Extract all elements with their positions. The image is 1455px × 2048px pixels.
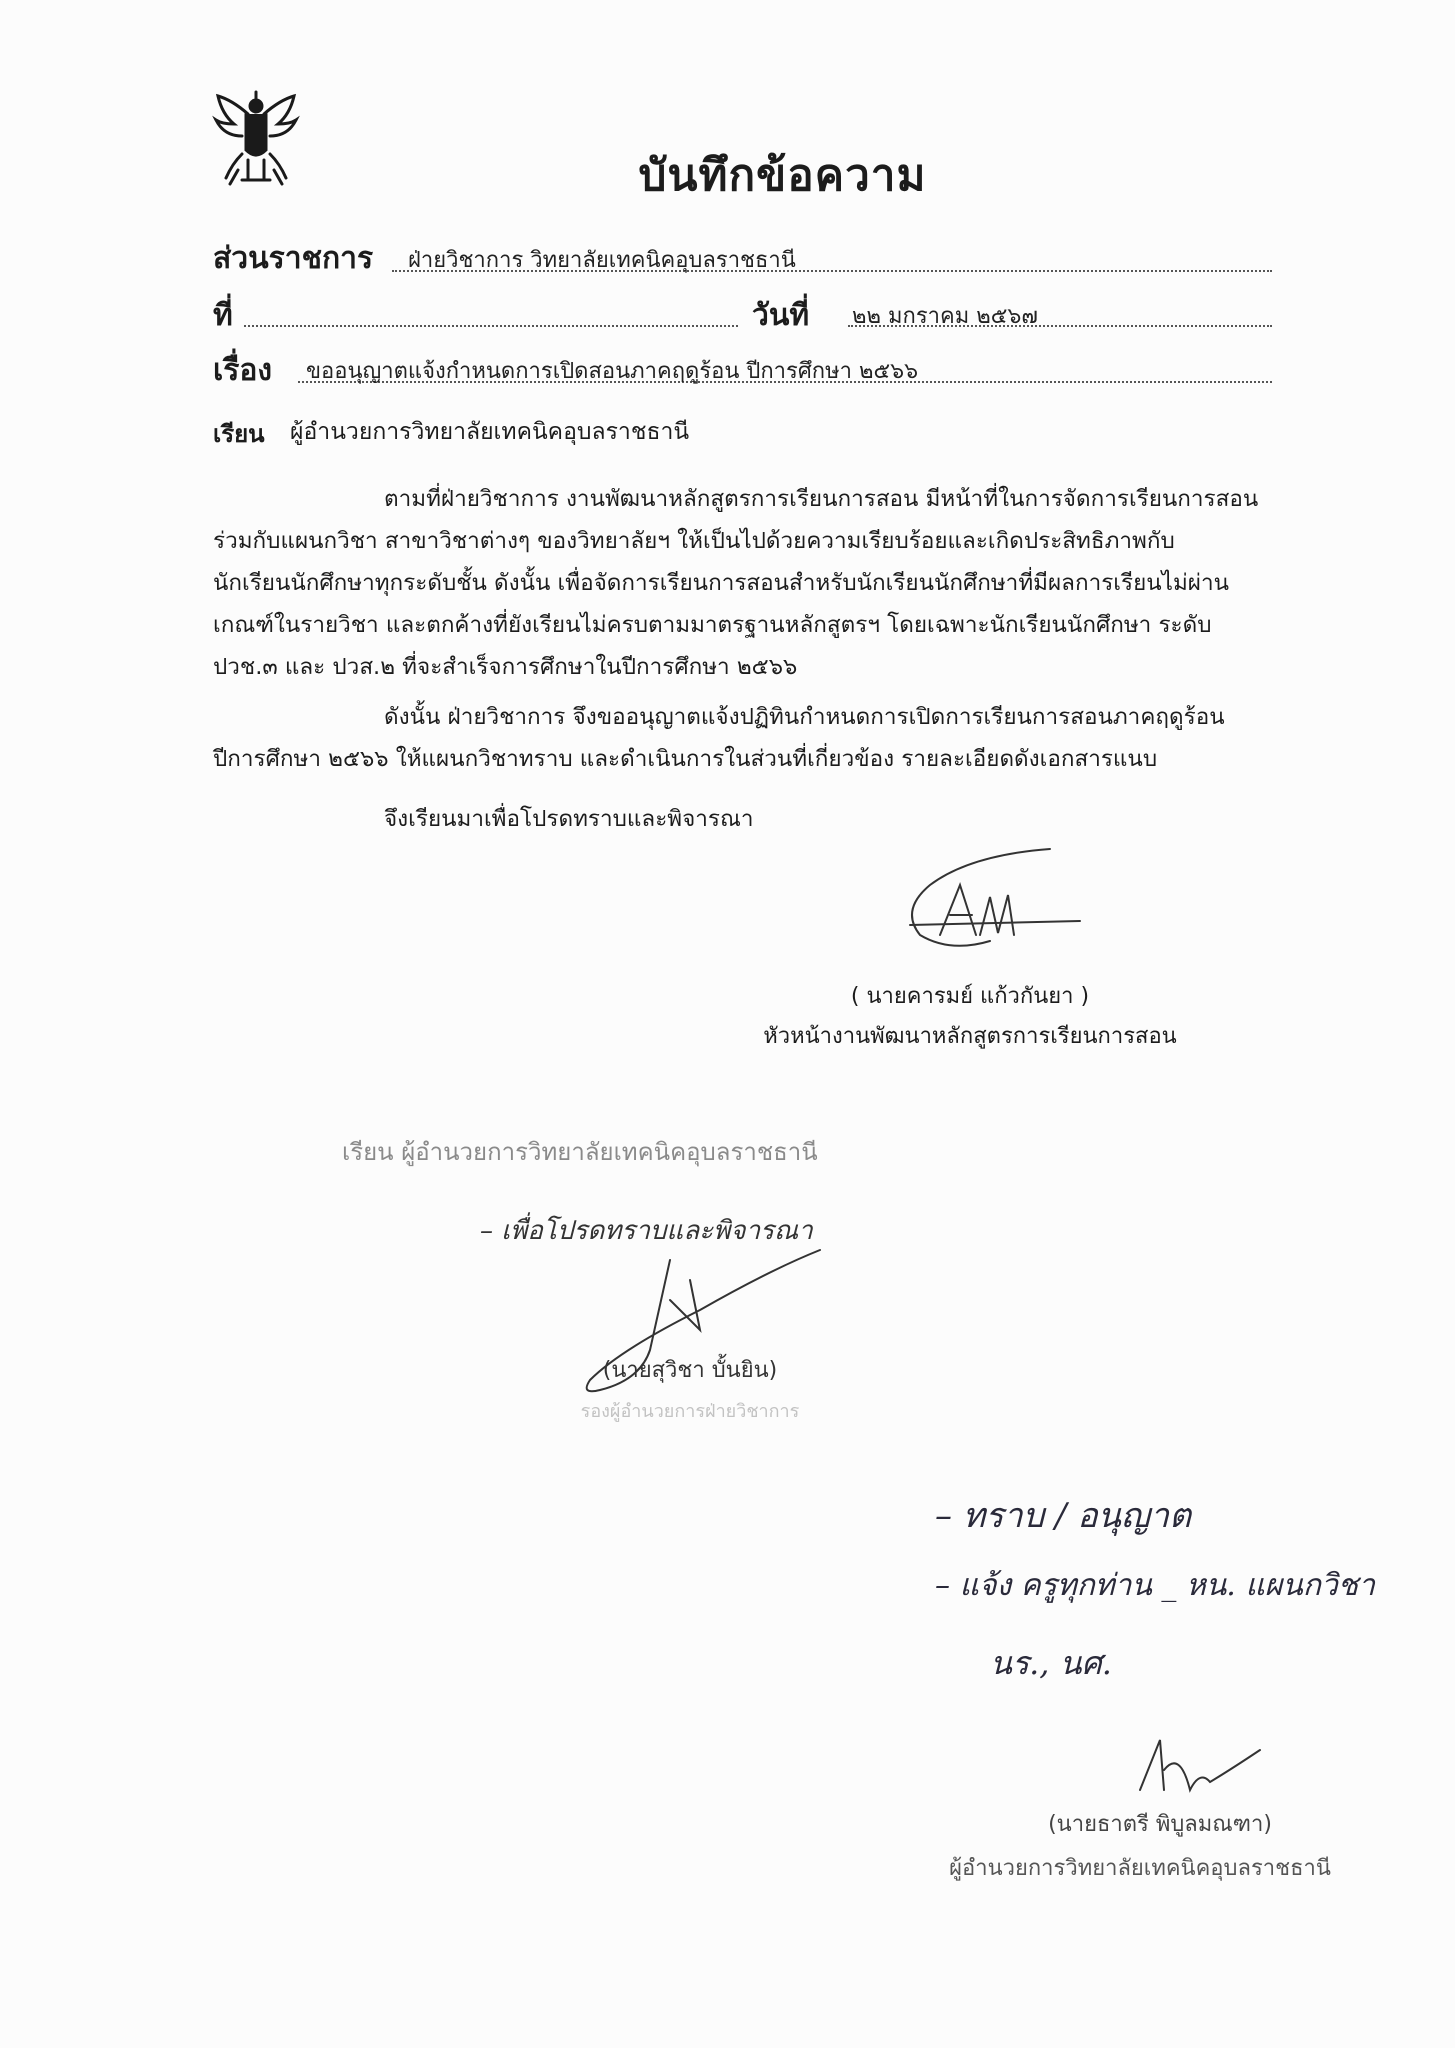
- salutation-label: เรียน: [213, 420, 265, 448]
- body-line: นักเรียนนักศึกษาทุกระดับชั้น ดังนั้น เพื่อจัดการเรียนการสอนสำหรับนักเรียนนักศึกษาที่มีผลการเรียนไม่ผ่าน: [213, 570, 1229, 596]
- signature-1-icon: [880, 845, 1090, 965]
- director-note-2: – แจ้ง ครูทุกท่าน _ หน. แผนกวิชา: [935, 1568, 1375, 1603]
- body-line: ตามที่ฝ่ายวิชาการ งานพัฒนาหลักสูตรการเรียนการสอน มีหน้าที่ในการจัดการเรียนการสอน: [384, 486, 1259, 512]
- director-note-3: นร., นศ.: [990, 1644, 1112, 1682]
- date-value: ๒๒ มกราคม ๒๕๖๗: [852, 304, 1038, 329]
- subject-value: ขออนุญาตแจ้งกำหนดการเปิดสอนภาคฤดูร้อน ปีการศึกษา ๒๕๖๖: [306, 359, 919, 384]
- endorsement-note: – เพื่อโปรดทราบและพิจารณา: [480, 1216, 813, 1246]
- body-line: ปีการศึกษา ๒๕๖๖ ให้แผนกวิชาทราบ และดำเนินการในส่วนที่เกี่ยวข้อง รายละเอียดดังเอกสารแนบ: [213, 746, 1158, 772]
- director-name: (นายธาตรี พิบูลมณฑา): [1048, 1812, 1272, 1837]
- signer-1-name: ( นายคารมย์ แก้วกันยา ): [850, 984, 1090, 1009]
- closing-line: จึงเรียนมาเพื่อโปรดทราบและพิจารณา: [384, 806, 754, 832]
- number-label: ที่: [213, 298, 233, 333]
- endorsement-salutation: เรียน ผู้อำนวยการวิทยาลัยเทคนิคอุบลราชธานี: [342, 1138, 818, 1166]
- body-line: ดังนั้น ฝ่ายวิชาการ จึงขออนุญาตแจ้งปฏิทินกำหนดการเปิดการเรียนการสอนภาคฤดูร้อน: [384, 704, 1225, 730]
- dept-value: ฝ่ายวิชาการ วิทยาลัยเทคนิคอุบลราชธานี: [408, 248, 796, 273]
- endorsement-position: รองผู้อำนวยการฝ่ายวิชาการ: [580, 1401, 800, 1422]
- memo-title: บันทึกข้อความ: [638, 150, 927, 201]
- number-dotted-line: [244, 325, 738, 327]
- signer-1-position: หัวหน้างานพัฒนาหลักสูตรการเรียนการสอน: [763, 1024, 1177, 1049]
- director-note-1: – ทราบ / อนุญาต: [935, 1496, 1192, 1536]
- body-line: เกณฑ์ในรายวิชา และตกค้างที่ยังเรียนไม่ครบตามมาตรฐานหลักสูตรฯ โดยเฉพาะนักเรียนนักศึกษา ระดับ: [213, 612, 1212, 638]
- body-line: ร่วมกับแผนกวิชา สาขาวิชาต่างๆ ของวิทยาลัยฯ ให้เป็นไปด้วยความเรียบร้อยและเกิดประสิทธิภาพกับ: [213, 528, 1175, 554]
- endorsement-name: (นายสุวิชา บั้นยิน): [602, 1358, 778, 1383]
- salutation-value: ผู้อำนวยการวิทยาลัยเทคนิคอุบลราชธานี: [290, 419, 690, 445]
- signature-3-icon: [1130, 1720, 1270, 1810]
- director-position: ผู้อำนวยการวิทยาลัยเทคนิคอุบลราชธานี: [949, 1856, 1331, 1881]
- dept-label: ส่วนราชการ: [213, 241, 374, 276]
- date-label: วันที่: [752, 298, 810, 333]
- body-line: ปวช.๓ และ ปวส.๒ ที่จะสำเร็จการศึกษาในปีการศึกษา ๒๕๖๖: [213, 654, 798, 680]
- subject-label: เรื่อง: [213, 353, 273, 388]
